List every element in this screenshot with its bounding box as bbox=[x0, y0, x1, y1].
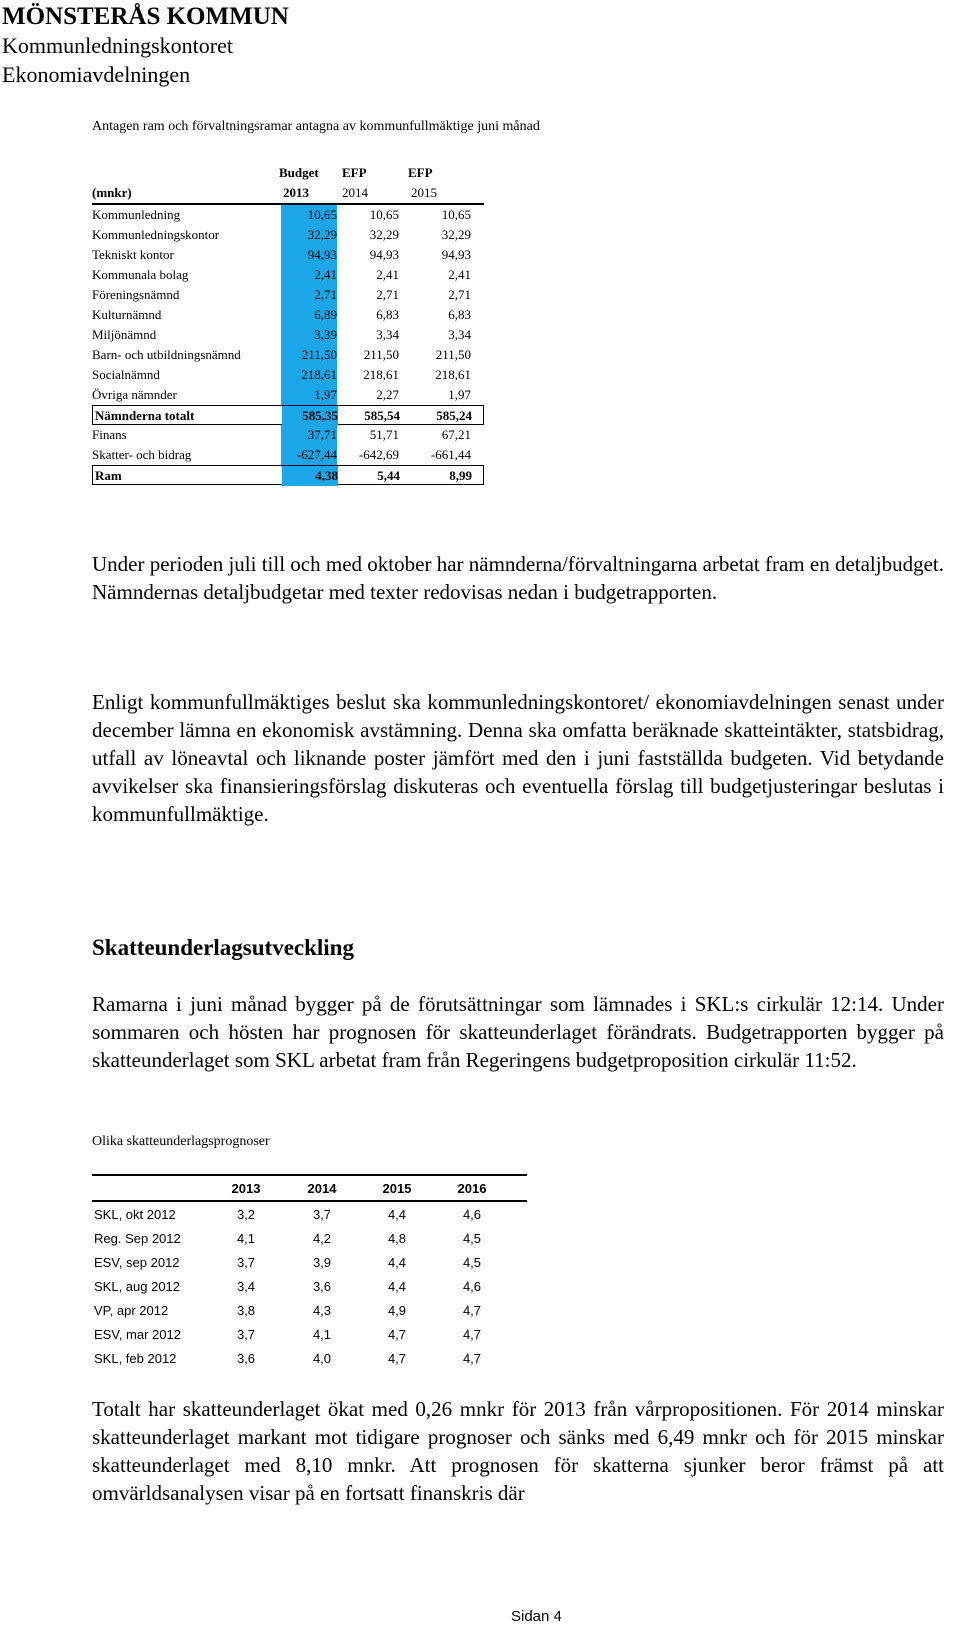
budget-cell: 10,65 bbox=[281, 205, 337, 225]
budget-cell: 94,93 bbox=[281, 245, 337, 265]
paragraph-3: Ramarna i juni månad bygger på de förutsättningar som lämnades i SKL:s cirkulär 12:14. Under sommaren och hösten har prognosen för skatteunderlaget förändrats. Budgetrapporten bygger på skatteunderlaget som SKL arbetat fram från Regeringens budgetproposition cirkulär 11:52. bbox=[92, 992, 944, 1072]
tax-cell: 3,8 bbox=[236, 1303, 256, 1318]
tax-row bbox=[92, 1346, 527, 1370]
budget-cell: 2,41 bbox=[376, 267, 399, 282]
tax-cell: 4,4 bbox=[387, 1207, 407, 1222]
budget-cell: 218,61 bbox=[435, 367, 471, 382]
budget-rows bbox=[92, 205, 484, 485]
paragraph-2: Enligt kommunfullmäktiges beslut ska kommunledningskontoret/ ekonomiavdelningen senast under december lämna en ekonomisk avstämning. Denna ska omfatta beräknade skatteintäkter, statsbidrag, utfall av löneavtal och liknande poster jämfört med den i juni fastställda budgeten. Vid betydande avvikelser ska finansieringsförslag diskuteras och eventuella förslag till budgetjusteringar beslutas i kommunfullmäktige. bbox=[92, 690, 944, 826]
budget-header-years bbox=[92, 183, 484, 205]
tax-cell: 3,4 bbox=[236, 1279, 256, 1294]
tax-cell: 4,6 bbox=[462, 1279, 482, 1294]
budget-cell: -661,44 bbox=[430, 447, 471, 462]
budget-cell: 94,93 bbox=[369, 247, 399, 262]
budget-cell: 211,50 bbox=[363, 347, 399, 362]
tax-cell: 3,6 bbox=[312, 1279, 332, 1294]
budget-row-label: Kommunledningskontor bbox=[92, 227, 220, 242]
budget-row-label: Kommunala bolag bbox=[92, 267, 189, 282]
budget-row bbox=[92, 465, 484, 485]
budget-row-label: Tekniskt kontor bbox=[92, 247, 174, 262]
tax-cell: 4,5 bbox=[462, 1255, 482, 1270]
paragraph-4: Totalt har skatteunderlaget ökat med 0,26 mnkr för 2013 från vårpropositionen. För 2014 minskar skatteunderlaget markant mot tidigare prognoser och sänks med 6,49 mnkr och för 2015 minskar skatteunderlaget med 8,10 mnkr. Att prognosen för skatterna sjunker beror främst på att omvärldsanalysen visar på en fortsatt finanskris där bbox=[92, 1397, 944, 1505]
budget-row bbox=[92, 445, 484, 465]
tax-row-label: ESV, sep 2012 bbox=[94, 1255, 180, 1270]
tax-row bbox=[92, 1202, 527, 1226]
budget-cell: 32,29 bbox=[281, 225, 337, 245]
budget-row bbox=[92, 325, 484, 345]
budget-row-label: Finans bbox=[92, 427, 127, 442]
budget-cell: 37,71 bbox=[281, 425, 337, 445]
tax-cell: 4,8 bbox=[387, 1231, 407, 1246]
budget-cell: 211,50 bbox=[435, 347, 471, 362]
budget-table bbox=[92, 163, 484, 485]
budget-row bbox=[92, 385, 484, 405]
budget-cell: 585,35 bbox=[282, 406, 338, 426]
budget-row bbox=[92, 265, 484, 285]
tax-cell: 4,7 bbox=[462, 1303, 482, 1318]
tax-row-label: SKL, feb 2012 bbox=[94, 1351, 177, 1366]
budget-row-label: Ram bbox=[95, 468, 122, 483]
budget-row bbox=[92, 305, 484, 325]
budget-caption: Antagen ram och förvaltningsramar antagna av kommunfullmäktige juni månad bbox=[92, 119, 540, 134]
budget-cell: 1,97 bbox=[448, 387, 471, 402]
tax-cell: 4,7 bbox=[462, 1351, 482, 1366]
tax-rows bbox=[92, 1202, 527, 1370]
budget-cell: 32,29 bbox=[441, 227, 471, 242]
budget-header-top bbox=[92, 163, 484, 183]
budget-cell: -627,44 bbox=[281, 445, 337, 465]
tax-row-label: SKL, aug 2012 bbox=[94, 1279, 181, 1294]
budget-year-1: 2013 bbox=[283, 185, 309, 200]
budget-col-top-2: EFP bbox=[342, 165, 367, 180]
budget-cell: -642,69 bbox=[358, 447, 399, 462]
budget-cell: 2,71 bbox=[376, 287, 399, 302]
tax-year-1: 2013 bbox=[231, 1181, 261, 1196]
tax-cell: 4,1 bbox=[236, 1231, 256, 1246]
budget-row bbox=[92, 425, 484, 445]
budget-cell: 2,41 bbox=[281, 265, 337, 285]
budget-cell: 67,21 bbox=[441, 427, 471, 442]
budget-cell: 3,34 bbox=[376, 327, 399, 342]
budget-row-label: Socialnämnd bbox=[92, 367, 160, 382]
budget-cell: 2,41 bbox=[448, 267, 471, 282]
budget-row-label: Nämnderna totalt bbox=[95, 408, 195, 423]
budget-row bbox=[92, 225, 484, 245]
budget-cell: 585,24 bbox=[436, 408, 472, 423]
tax-cell: 4,7 bbox=[387, 1351, 407, 1366]
tax-cell: 4,6 bbox=[462, 1207, 482, 1222]
budget-unit: (mnkr) bbox=[92, 185, 132, 200]
tax-year-4: 2016 bbox=[457, 1181, 487, 1196]
budget-row-label: Övriga nämnder bbox=[92, 387, 177, 402]
budget-row-label: Kulturnämnd bbox=[92, 307, 162, 322]
budget-row bbox=[92, 345, 484, 365]
budget-row bbox=[92, 205, 484, 225]
budget-cell: 218,61 bbox=[363, 367, 399, 382]
tax-cell: 4,1 bbox=[312, 1327, 332, 1342]
paragraph-1: Under perioden juli till och med oktober har nämnderna/förvaltningarna arbetat fram en detaljbudget. Nämndernas detaljbudgetar med texter redovisas nedan i budgetrapporten. bbox=[92, 552, 944, 604]
budget-cell: 2,71 bbox=[281, 285, 337, 305]
tax-year-3: 2015 bbox=[382, 1181, 412, 1196]
tax-cell: 3,2 bbox=[236, 1207, 256, 1222]
budget-year-3: 2015 bbox=[411, 185, 437, 200]
tax-cell: 4,2 bbox=[312, 1231, 332, 1246]
budget-year-2: 2014 bbox=[342, 185, 368, 200]
org-name: MÖNSTERÅS KOMMUN bbox=[2, 3, 289, 30]
budget-row-label: Kommunledning bbox=[92, 207, 181, 222]
tax-row bbox=[92, 1274, 527, 1298]
department-name: Ekonomiavdelningen bbox=[2, 62, 191, 87]
office-name: Kommunledningskontoret bbox=[2, 33, 233, 58]
budget-cell: 51,71 bbox=[369, 427, 399, 442]
budget-cell: 218,61 bbox=[281, 365, 337, 385]
tax-caption: Olika skatteunderlagsprognoser bbox=[92, 1134, 270, 1149]
tax-cell: 4,9 bbox=[387, 1303, 407, 1318]
budget-row bbox=[92, 285, 484, 305]
tax-cell: 4,3 bbox=[312, 1303, 332, 1318]
budget-cell: 94,93 bbox=[441, 247, 471, 262]
tax-row-label: SKL, okt 2012 bbox=[94, 1207, 176, 1222]
tax-cell: 3,6 bbox=[236, 1351, 256, 1366]
tax-row-label: Reg. Sep 2012 bbox=[94, 1231, 181, 1246]
budget-row bbox=[92, 405, 484, 425]
tax-cell: 4,4 bbox=[387, 1255, 407, 1270]
budget-cell: 10,65 bbox=[441, 207, 471, 222]
tax-cell: 4,7 bbox=[462, 1327, 482, 1342]
tax-row bbox=[92, 1226, 527, 1250]
tax-cell: 4,7 bbox=[387, 1327, 407, 1342]
tax-cell: 4,0 bbox=[312, 1351, 332, 1366]
tax-row bbox=[92, 1250, 527, 1274]
budget-row-label: Föreningsnämnd bbox=[92, 287, 180, 302]
tax-cell: 4,5 bbox=[462, 1231, 482, 1246]
budget-cell: 585,54 bbox=[364, 408, 400, 423]
page-number: Sidan 4 bbox=[511, 1608, 562, 1625]
budget-row bbox=[92, 365, 484, 385]
tax-cell: 3,7 bbox=[312, 1207, 332, 1222]
budget-cell: 3,39 bbox=[281, 325, 337, 345]
budget-cell: 3,34 bbox=[448, 327, 471, 342]
budget-col-top-1: Budget bbox=[279, 165, 319, 180]
budget-cell: 5,44 bbox=[377, 468, 400, 483]
tax-year-2: 2014 bbox=[307, 1181, 337, 1196]
budget-cell: 6,83 bbox=[376, 307, 399, 322]
budget-col-top-3: EFP bbox=[408, 165, 433, 180]
budget-cell: 2,71 bbox=[448, 287, 471, 302]
budget-cell: 4,38 bbox=[282, 466, 338, 486]
tax-row bbox=[92, 1322, 527, 1346]
tax-row-label: ESV, mar 2012 bbox=[94, 1327, 181, 1342]
tax-cell: 3,7 bbox=[236, 1255, 256, 1270]
tax-cell: 3,7 bbox=[236, 1327, 256, 1342]
budget-cell: 10,65 bbox=[369, 207, 399, 222]
budget-row bbox=[92, 245, 484, 265]
tax-row-label: VP, apr 2012 bbox=[94, 1303, 169, 1318]
budget-row-label: Skatter- och bidrag bbox=[92, 447, 192, 462]
tax-cell: 4,4 bbox=[387, 1279, 407, 1294]
tax-header bbox=[92, 1176, 527, 1202]
tax-table bbox=[92, 1174, 527, 1370]
budget-cell: 32,29 bbox=[369, 227, 399, 242]
tax-row bbox=[92, 1298, 527, 1322]
budget-cell: 6,83 bbox=[448, 307, 471, 322]
budget-cell: 6,89 bbox=[281, 305, 337, 325]
budget-cell: 1,97 bbox=[281, 385, 337, 405]
budget-row-label: Barn- och utbildningsnämnd bbox=[92, 347, 241, 362]
section-heading: Skatteunderlagsutveckling bbox=[92, 935, 354, 960]
budget-cell: 211,50 bbox=[281, 345, 337, 365]
budget-cell: 8,99 bbox=[449, 468, 472, 483]
budget-cell: 2,27 bbox=[376, 387, 399, 402]
budget-row-label: Miljönämnd bbox=[92, 327, 157, 342]
tax-cell: 3,9 bbox=[312, 1255, 332, 1270]
